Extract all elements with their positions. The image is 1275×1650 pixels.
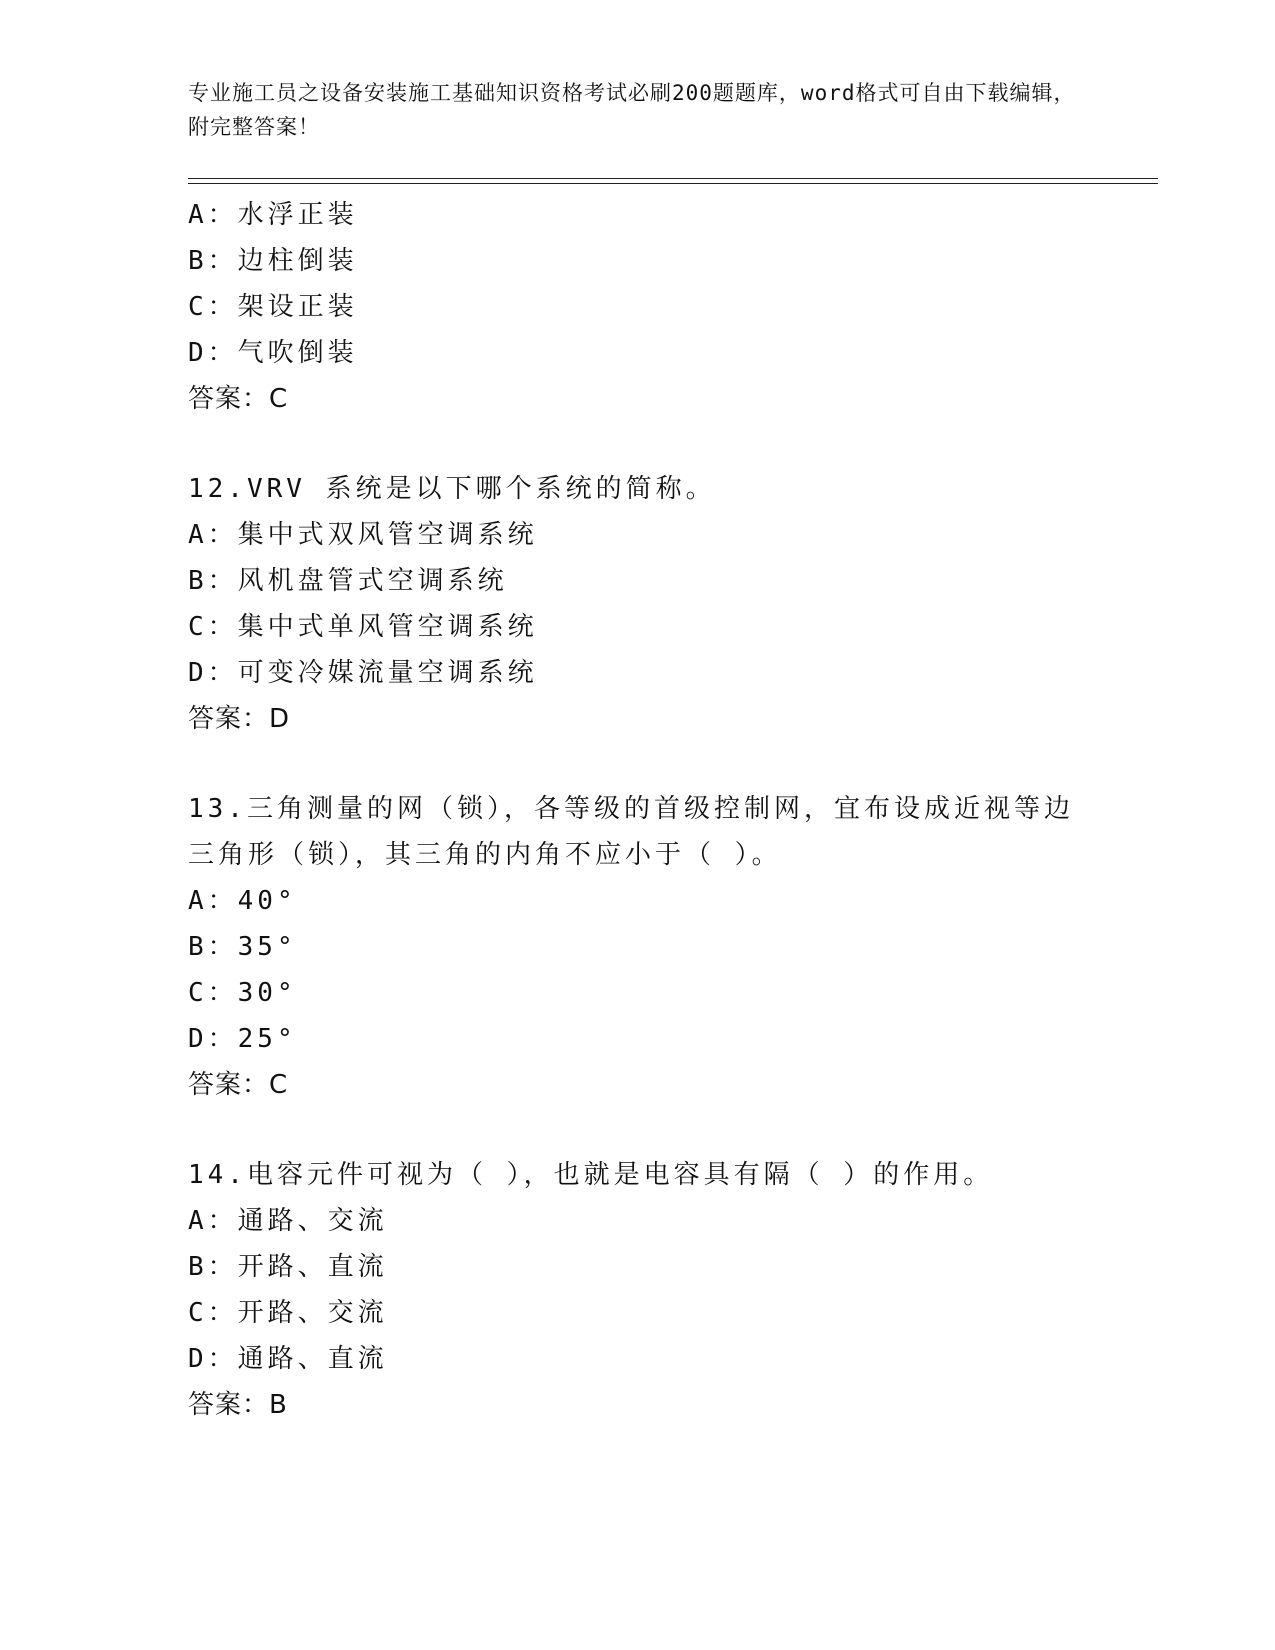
question-text	[188, 786, 1088, 878]
option-c	[188, 970, 1088, 1016]
question-body: 三角测量的网（锁），各等级的首级控制网，宜布设成近视等边三角形（锁），其三角的内角不应小于（ ）。	[188, 794, 1074, 870]
option-letter: C：	[188, 612, 238, 642]
option-letter: D：	[188, 338, 238, 368]
option-letter: C：	[188, 978, 238, 1008]
option-letter: A：	[188, 200, 238, 230]
option-letter: B：	[188, 932, 238, 962]
answer-line	[188, 1062, 1088, 1108]
question-text	[188, 466, 1088, 512]
option-letter: D：	[188, 658, 238, 688]
option-letter: A：	[188, 1206, 238, 1236]
option-text: 可变冷媒流量空调系统	[237, 658, 538, 688]
question-block	[188, 786, 1088, 1108]
option-text: 30°	[237, 978, 297, 1008]
spacer	[188, 1108, 1088, 1152]
header-rule-top	[188, 178, 1158, 179]
document-header: 专业施工员之设备安装施工基础知识资格考试必刷200题题库，word格式可自由下载编辑，附完整答案！	[188, 81, 1076, 139]
option-text: 通路、交流	[237, 1206, 388, 1236]
header-rule-bottom	[188, 183, 1158, 184]
option-b	[188, 238, 1088, 284]
option-text: 边柱倒装	[237, 246, 358, 276]
option-text: 25°	[237, 1024, 297, 1054]
option-b	[188, 1244, 1088, 1290]
question-block	[188, 1152, 1088, 1428]
question-body: VRV 系统是以下哪个系统的简称。	[246, 474, 716, 504]
option-letter: D：	[188, 1344, 238, 1374]
option-text: 气吹倒装	[237, 338, 358, 368]
answer-line	[188, 376, 1088, 422]
answer-line	[188, 1382, 1088, 1428]
question-number: 14.	[188, 1160, 247, 1190]
option-text: 40°	[237, 886, 297, 916]
question-number: 13.	[188, 794, 247, 824]
option-text: 架设正装	[237, 292, 358, 322]
question-number: 12.	[188, 474, 247, 504]
answer-label: 答案：	[188, 1070, 270, 1100]
option-letter: B：	[188, 1252, 238, 1282]
option-a	[188, 878, 1088, 924]
option-letter: C：	[188, 292, 238, 322]
option-text: 集中式单风管空调系统	[237, 612, 538, 642]
option-b	[188, 924, 1088, 970]
option-c	[188, 1290, 1088, 1336]
question-list	[188, 192, 1088, 1428]
option-letter: B：	[188, 566, 238, 596]
answer-value: B	[269, 1390, 288, 1420]
option-text: 风机盘管式空调系统	[237, 566, 508, 596]
option-a	[188, 512, 1088, 558]
answer-label: 答案：	[188, 704, 270, 734]
option-text: 集中式双风管空调系统	[237, 520, 538, 550]
question-block	[188, 466, 1088, 742]
option-a	[188, 192, 1088, 238]
answer-value: D	[269, 704, 291, 734]
option-c	[188, 604, 1088, 650]
option-text: 开路、直流	[237, 1252, 388, 1282]
question-block	[188, 192, 1088, 422]
option-text: 通路、直流	[237, 1344, 388, 1374]
option-letter: A：	[188, 886, 238, 916]
option-d	[188, 330, 1088, 376]
option-b	[188, 558, 1088, 604]
question-text	[188, 1152, 1088, 1198]
option-a	[188, 1198, 1088, 1244]
option-text: 35°	[237, 932, 297, 962]
answer-value: C	[269, 384, 289, 414]
spacer	[188, 742, 1088, 786]
option-d	[188, 1016, 1088, 1062]
option-d	[188, 650, 1088, 696]
option-letter: A：	[188, 520, 238, 550]
option-text: 水浮正装	[237, 200, 358, 230]
question-body: 电容元件可视为（ ），也就是电容具有隔（ ）的作用。	[246, 1160, 994, 1190]
option-letter: B：	[188, 246, 238, 276]
answer-line	[188, 696, 1088, 742]
option-c	[188, 284, 1088, 330]
answer-label: 答案：	[188, 384, 270, 414]
option-letter: D：	[188, 1024, 238, 1054]
option-d	[188, 1336, 1088, 1382]
spacer	[188, 422, 1088, 466]
option-text: 开路、交流	[237, 1298, 388, 1328]
answer-label: 答案：	[188, 1390, 270, 1420]
answer-value: C	[269, 1070, 289, 1100]
option-letter: C：	[188, 1298, 238, 1328]
